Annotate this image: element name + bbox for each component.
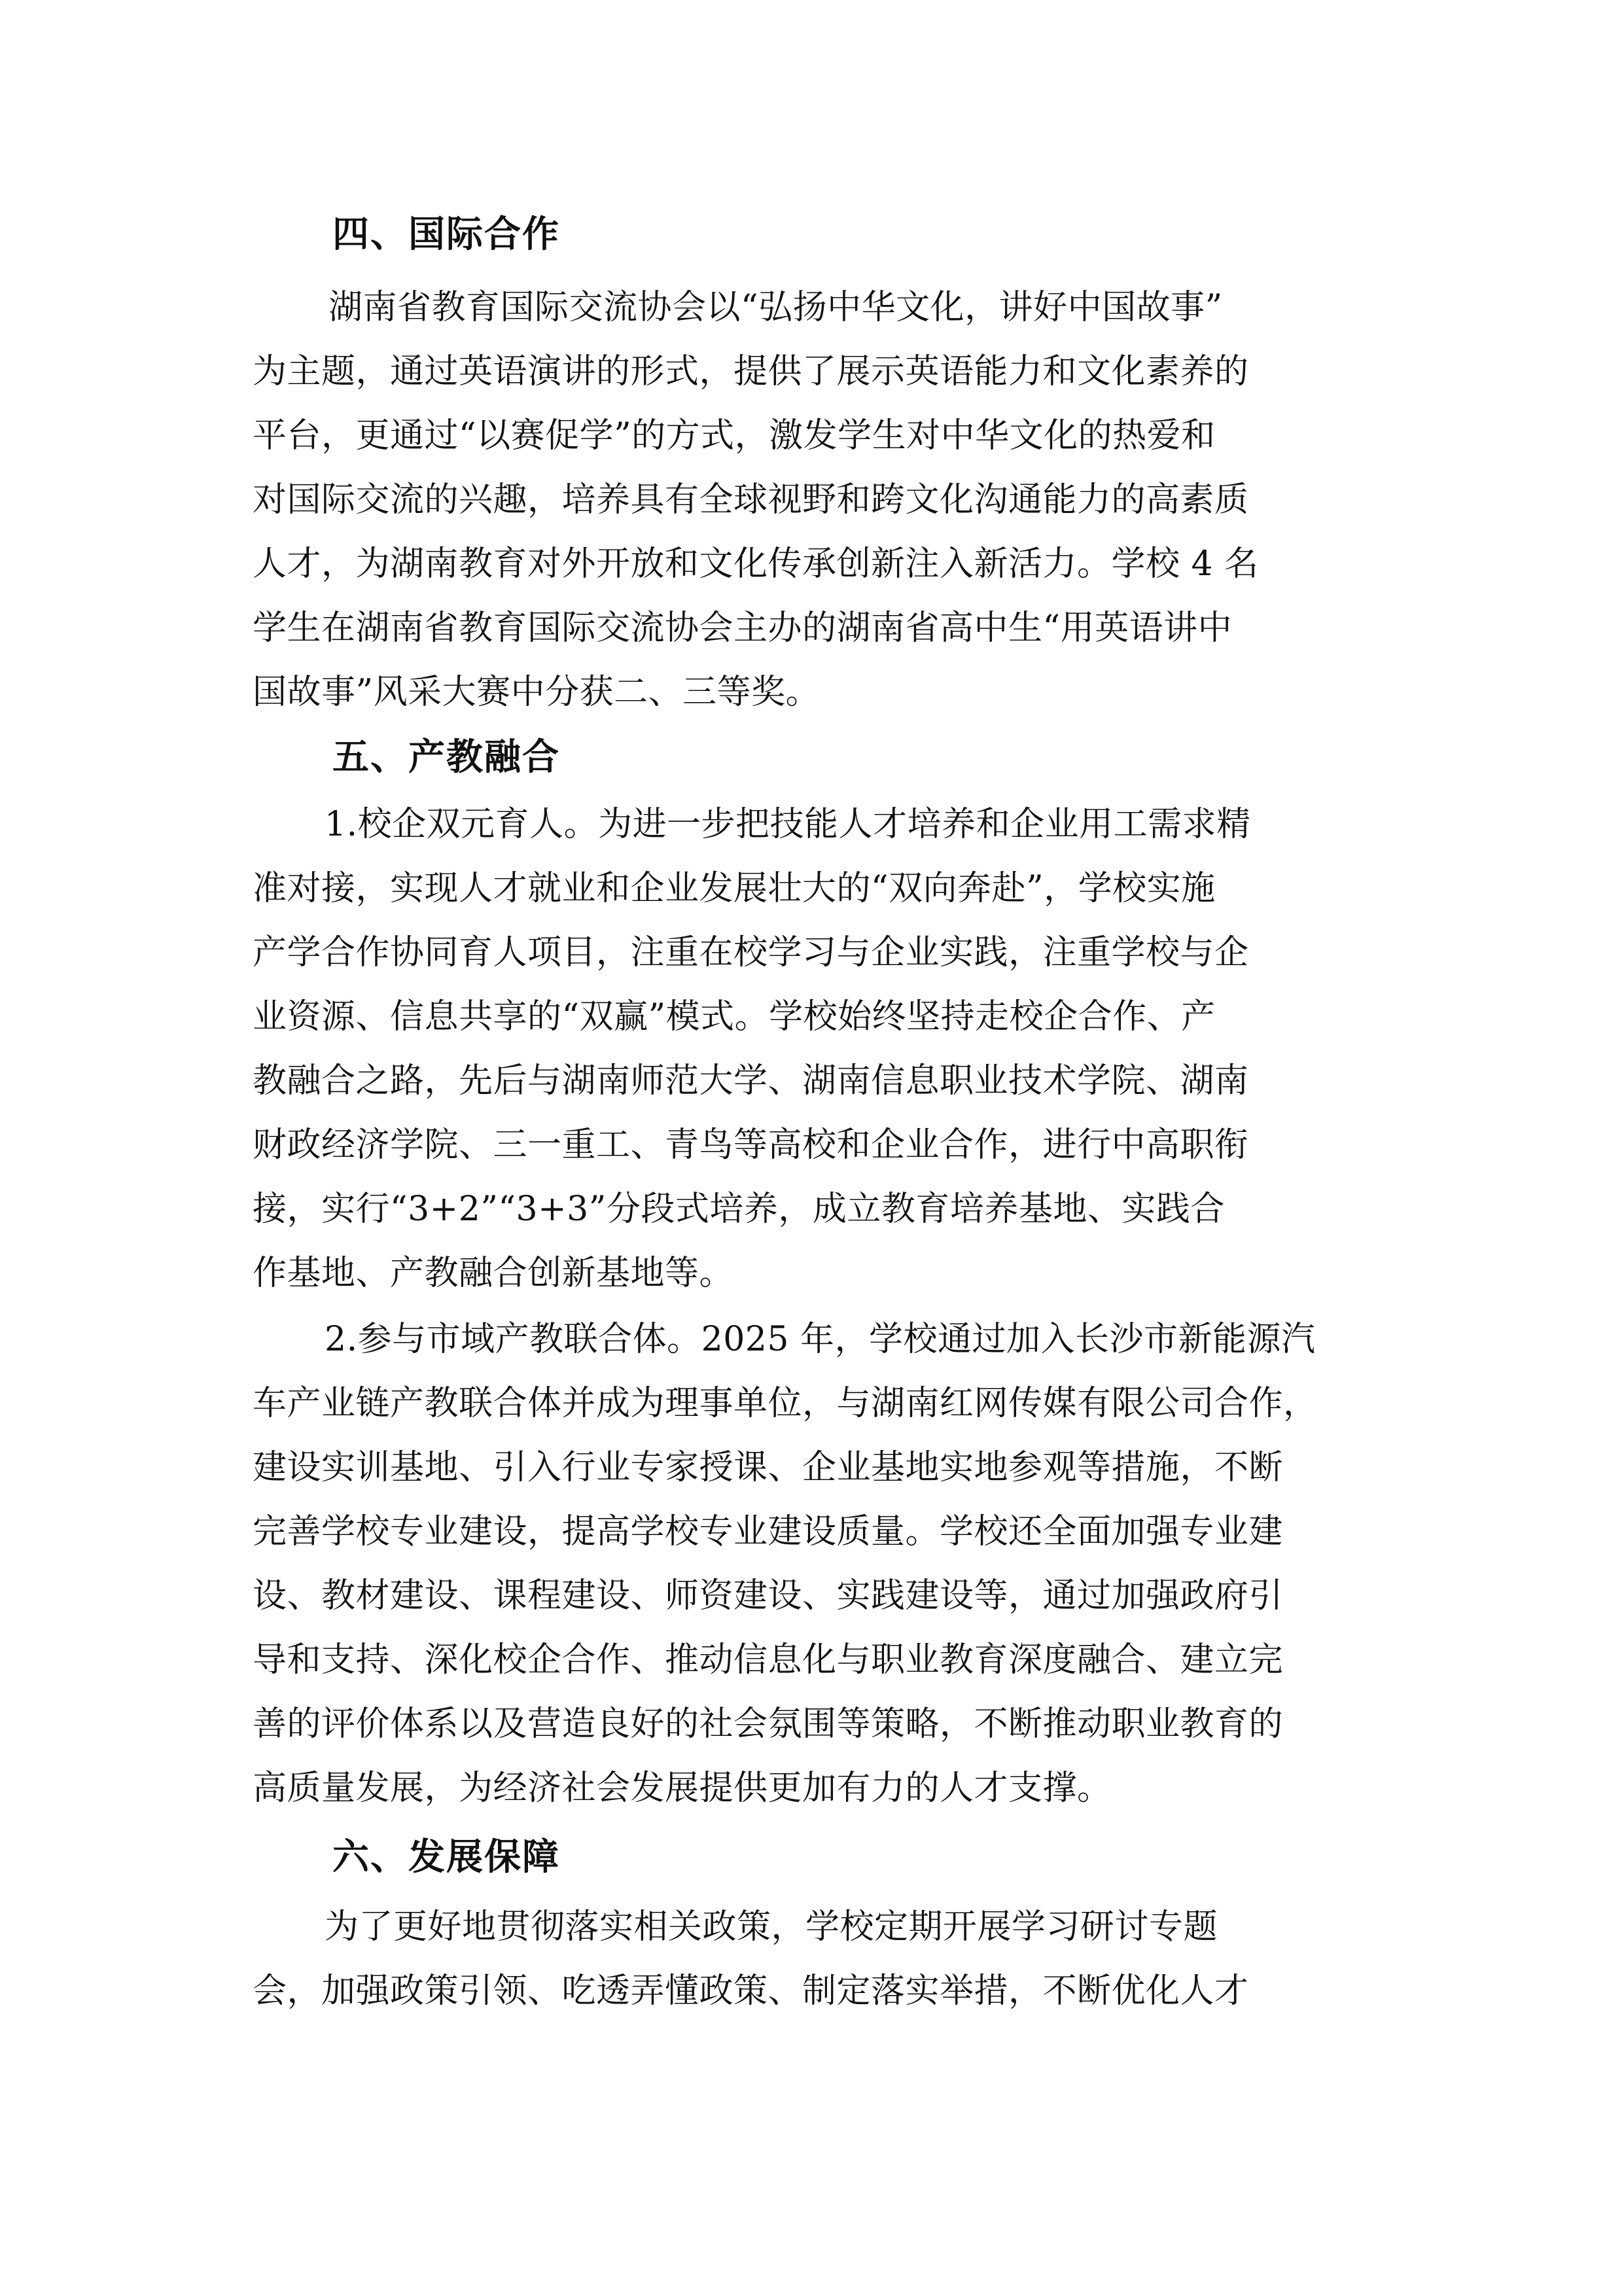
- paragraph-line: 湖南省教育国际交流协会以“弘扬中华文化，讲好中国故事”: [328, 288, 1223, 327]
- paragraph-line: 为主题，通过英语演讲的形式，提供了展示英语能力和文化素养的: [253, 352, 1249, 391]
- paragraph-line: 建设实训基地、引入行业专家授课、企业基地实地参观等措施，不断: [253, 1448, 1284, 1487]
- paragraph-line: 对国际交流的兴趣，培养具有全球视野和跨文化沟通能力的高素质: [253, 480, 1249, 520]
- paragraph-line: 财政经济学院、三一重工、青鸟等高校和企业合作，进行中高职衔: [253, 1125, 1249, 1165]
- paragraph-line: 国故事”风采大赛中分获二、三等奖。: [253, 673, 821, 712]
- paragraph-line: 为了更好地贯彻落实相关政策，学校定期开展学习研讨专题: [325, 1907, 1218, 1947]
- paragraph-line: 人才，为湖南教育对外开放和文化传承创新注入新活力。学校 4 名: [253, 544, 1259, 584]
- paragraph-line: 车产业链产教联合体并成为理事单位，与湖南红网传媒有限公司合作，: [253, 1384, 1318, 1423]
- paragraph-line: 平台，更通过“以赛促学”的方式，激发学生对中华文化的热爱和: [253, 416, 1216, 455]
- paragraph-line: 设、教材建设、课程建设、师资建设、实践建设等，通过加强政府引: [253, 1576, 1284, 1616]
- section-heading-international-cooperation: 四、国际合作: [332, 213, 560, 256]
- paragraph-line: 1.校企双元育人。为进一步把技能人才培养和企业用工需求精: [325, 805, 1251, 844]
- section-heading-development-guarantee: 六、发展保障: [332, 1836, 560, 1879]
- paragraph-line: 导和支持、深化校企合作、推动信息化与职业教育深度融合、建立完: [253, 1640, 1284, 1680]
- paragraph-line: 完善学校专业建设，提高学校专业建设质量。学校还全面加强专业建: [253, 1512, 1284, 1551]
- paragraph-line: 学生在湖南省教育国际交流协会主办的湖南省高中生“用英语讲中: [253, 609, 1233, 648]
- paragraph-line: 教融合之路，先后与湖南师范大学、湖南信息职业技术学院、湖南: [253, 1061, 1249, 1101]
- paragraph-line: 2.参与市域产教联合体。2025 年，学校通过加入长沙市新能源汽: [325, 1320, 1316, 1359]
- paragraph-line: 会，加强政策引领、吃透弄懂政策、制定落实举措，不断优化人才: [253, 1971, 1249, 2011]
- paragraph-line: 准对接，实现人才就业和企业发展壮大的“双向奔赴”，学校实施: [253, 869, 1216, 908]
- paragraph-line: 作基地、产教融合创新基地等。: [253, 1254, 734, 1293]
- paragraph-line: 产学合作协同育人项目，注重在校学习与企业实践，注重学校与企: [253, 933, 1249, 972]
- section-heading-industry-education-integration: 五、产教融合: [332, 736, 560, 779]
- paragraph-line: 高质量发展，为经济社会发展提供更加有力的人才支撑。: [253, 1769, 1112, 1808]
- paragraph-line: 善的评价体系以及营造良好的社会氛围等策略，不断推动职业教育的: [253, 1704, 1284, 1744]
- paragraph-line: 业资源、信息共享的“双赢”模式。学校始终坚持走校企合作、产: [253, 997, 1216, 1036]
- paragraph-line: 接，实行“3+2”“3+3”分段式培养，成立教育培养基地、实践合: [253, 1190, 1225, 1229]
